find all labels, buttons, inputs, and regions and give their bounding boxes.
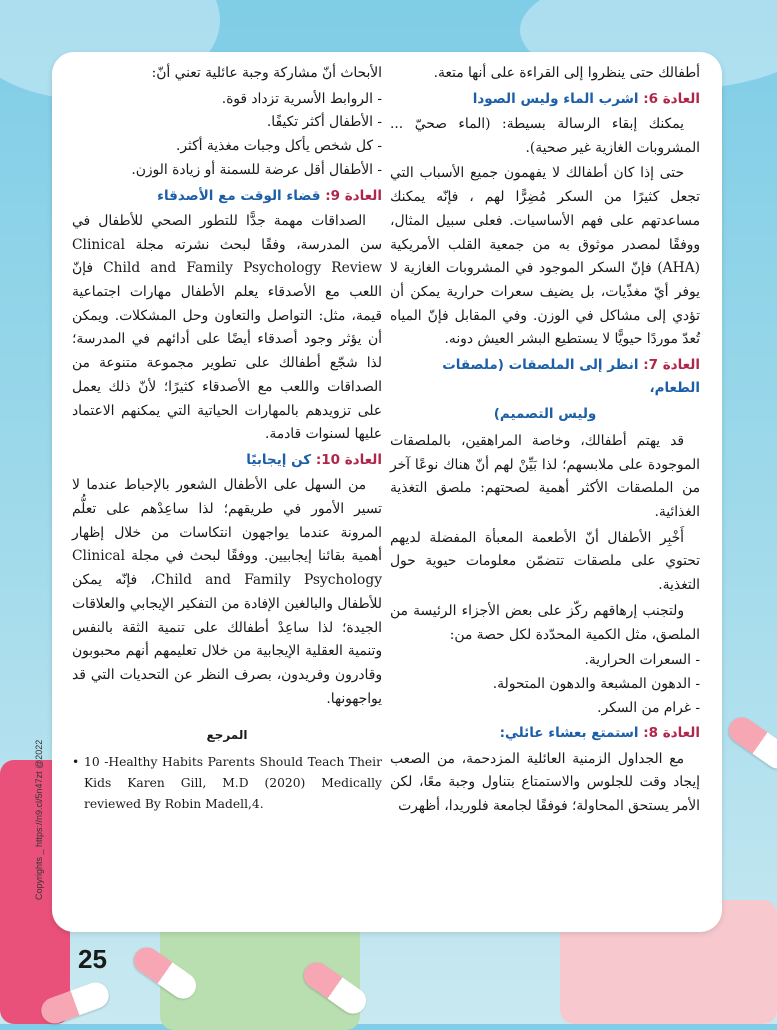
habit-number: العادة 10: bbox=[315, 452, 382, 468]
paragraph: من السهل على الأطفال الشعور بالإحباط عندما لا تسير الأمور في طريقهم؛ لذا ساعِدْهم على تعلُّم المرونة عندما يواجهون انتكاسات من خلال إظهار أهمية بقائنا إيجابيين. ووفقًا لبحث في مجلة Clinical Child and Family Psychology، فإنّه يمكن للأطفال والبالغين الإفادة من التفكير الإيجابي والعلاقات الجيدة؛ لذا ساعِدْ أطفالك على تنمية الثقة بالنفس وتنمية العقلية الإيجابية من خلال تعليمهم أنهم محبوبون وقادرون وفريدون، بصرف النظر عن التحديات التي قد يواجهونها. bbox=[72, 477, 382, 707]
reference-entry bbox=[72, 752, 382, 815]
paragraph: الأبحاث أنّ مشاركة وجبة عائلية تعني أنّ: bbox=[151, 65, 382, 81]
habit-number: العادة 6: bbox=[643, 90, 700, 107]
habit-title: قضاء الوقت مع الأصدقاء bbox=[157, 187, 321, 204]
habit-title: انظر إلى الملصقات (ملصقات الطعام، bbox=[442, 357, 700, 397]
habit-title: اشرب الماء وليس الصودا bbox=[472, 90, 639, 107]
habit-title-continued: وليس التصميم) bbox=[493, 405, 597, 422]
habit-number: العادة 8: bbox=[643, 725, 700, 742]
bullet-icon: • bbox=[72, 755, 80, 770]
habit-6-heading bbox=[390, 88, 700, 111]
habit-number: العادة 7: bbox=[643, 357, 700, 374]
paragraph: ولتجنب إرهاقهم ركّز على بعض الأجزاء الرئيسة من الملصق، مثل الكمية المحدّدة لكل حصة من: bbox=[390, 602, 700, 643]
page-number: 25 bbox=[78, 944, 107, 974]
list-item: - السعرات الحرارية. bbox=[584, 652, 700, 669]
pill-icon bbox=[724, 712, 777, 773]
habit-title: كن إيجابيًا bbox=[246, 452, 312, 468]
habit-7-heading bbox=[390, 354, 700, 400]
copyright-notice: Copyrights _ https://n9.cl/5n47zt @2022 bbox=[34, 739, 44, 900]
paragraph: أطفالك حتى ينظروا إلى القراءة على أنها متعة. bbox=[433, 65, 700, 81]
habit-9-heading bbox=[72, 185, 382, 208]
list-item: - الأطفال أقل عرضة للسمنة أو زيادة الوزن. bbox=[131, 161, 382, 178]
reference-title: المرجع bbox=[206, 728, 248, 743]
left-column bbox=[72, 62, 382, 815]
paragraph: قد يهتم أطفالك، وخاصة المراهقين، بالملصقات الموجودة على ملابسهم؛ لذا بَيِّنْ لهم أنّ هناك نوعًا آخر من الملصقات الأكثر أهمية لصحتهم: ملصق التغذية الغذائية. bbox=[390, 432, 700, 520]
reference-text: 10 -Healthy Habits Parents Should Teach Their Kids Karen Gill, M.D (2020) Medically reviewed By Robin Madell,4. bbox=[84, 755, 382, 811]
list-item: - الروابط الأسرية تزداد قوة. bbox=[221, 90, 382, 107]
family-meal-list bbox=[72, 88, 382, 183]
right-column bbox=[390, 62, 700, 821]
paragraph: مع الجداول الزمنية العائلية المزدحمة، من الصعب إيجاد وقت للجلوس والاستمتاع بتناول وجبة معًا، لكن الأمر يستحق المحاولة؛ فوفقًا لجامعة فلوريدا، أظهرت bbox=[390, 750, 700, 815]
habit-8-heading bbox=[390, 722, 700, 745]
list-item: - الدهون المشبعة والدهون المتحولة. bbox=[492, 675, 700, 692]
article-card bbox=[52, 52, 722, 932]
habit-title: استمتع بعشاء عائلي: bbox=[499, 725, 639, 742]
paragraph: حتى إذا كان أطفالك لا يفهمون جميع الأسباب التي تجعل كثيرًا من السكر مُضِرًّا لهم ، فإنّه يمكنك مساعدتهم على فهم الأساسيات. فعلى سبيل المثال، ووفقًا لمصدر موثوق به من جمعية القلب الأمريكية (AHA) فإنّ السكر الموجود في المشروبات الغازية لا يوفر أيّ مغذّيات، بل يضيف سعرات حرارية يمكن أن تؤدي إلى مشاكل في الوزن. وفي المقابل فإنّ المياه تُعدّ موردًا حيويًّا لا يستطيع البشر العيش دونه. bbox=[390, 165, 700, 348]
list-item: - الأطفال أكثر تكيفًا. bbox=[266, 114, 382, 131]
nutrition-list bbox=[390, 649, 700, 720]
list-item: - كل شخص يأكل وجبات مغذية أكثر. bbox=[175, 138, 382, 155]
list-item: - غرام من السكر. bbox=[597, 699, 700, 716]
paragraph: يمكنك إبقاء الرسالة بسيطة: (الماء صحيّ ... المشروبات الغازية غير صحية). bbox=[390, 115, 700, 156]
habit-number: العادة 9: bbox=[325, 187, 382, 204]
paragraph: الصداقات مهمة جدًّا للتطور الصحي للأطفال في سن المدرسة، وفقًا لبحث نشرته مجلة Clinical Child and Family Psychology Review فإنّ اللعب مع الأصدقاء يعلم الأطفال مهارات اجتماعية قيمة، مثل: التواصل والتعاون وحل المشكلات. ويمكن أن يؤثر وجود أصدقاء أيضًا على أدائهم في المدرسة؛ لذا شجّع أطفالك على تطوير مجموعة متنوعة من الصداقات واللعب مع الأصدقاء كثيرًا؛ لأنّ ذلك يعمل على تزويدهم بالمهارات الحياتية التي يمكنهم الاعتماد عليها لسنوات قادمة. bbox=[72, 212, 383, 443]
habit-10-heading bbox=[72, 449, 382, 472]
paragraph: أَخْبِر الأطفال أنّ الأطعمة المعبأة المفضلة لديهم تحتوي على ملصقات تتضمّن معلومات حيوية حول التغذية. bbox=[390, 529, 700, 594]
